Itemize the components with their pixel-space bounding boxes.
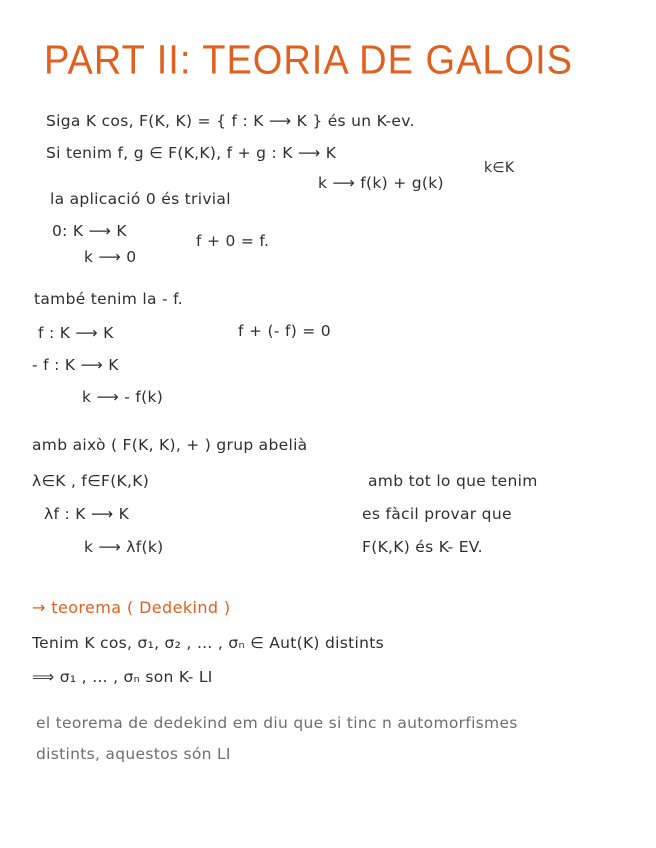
negative-identity: f + (- f) = 0 bbox=[238, 322, 331, 340]
theorem-conclusion: ⟹ σ₁ , … , σₙ son K- LI bbox=[32, 668, 213, 686]
conclusion-line-2: es fàcil provar que bbox=[362, 505, 512, 523]
zero-identity: f + 0 = f. bbox=[196, 232, 270, 250]
conclusion-line-1: amb tot lo que tenim bbox=[368, 472, 538, 490]
page-title: PART II: TEORIA DE GALOIS bbox=[44, 38, 574, 84]
negative-mapping: k ⟶ - f(k) bbox=[82, 388, 164, 406]
theorem-heading: → teorema ( Dedekind ) bbox=[32, 598, 231, 617]
negative-intro-line: també tenim la - f. bbox=[34, 290, 183, 308]
theorem-remark-line-1: el teorema de dedekind em diu que si tinc n automorfismes bbox=[36, 714, 518, 732]
conclusion-line-3: F(K,K) és K- EV. bbox=[362, 538, 483, 556]
definition-line: Siga K cos, F(K, K) = { f : K ⟶ K } és un K-ev. bbox=[46, 112, 415, 130]
theorem-statement: Tenim K cos, σ₁, σ₂ , … , σₙ ∈ Aut(K) distints bbox=[32, 634, 384, 652]
negative-map-line: - f : K ⟶ K bbox=[32, 356, 119, 374]
zero-map-line: la aplicació 0 és trivial bbox=[50, 190, 231, 208]
sum-mapping-line: k ⟶ f(k) + g(k) bbox=[318, 174, 444, 192]
f-map-line: f : K ⟶ K bbox=[38, 324, 114, 342]
abelian-group-line: amb això ( F(K, K), + ) grup abelià bbox=[32, 436, 308, 454]
zero-mapping: k ⟶ 0 bbox=[84, 248, 137, 266]
sum-definition-line: Si tenim f, g ∈ F(K,K), f + g : K ⟶ K bbox=[46, 144, 337, 162]
theorem-remark-line-2: distints, aquestos són LI bbox=[36, 745, 231, 763]
zero-map-definition: 0: K ⟶ K bbox=[52, 222, 127, 240]
scalar-mapping: k ⟶ λf(k) bbox=[84, 538, 164, 556]
scalar-line: λ∈K , f∈F(K,K) bbox=[32, 472, 150, 490]
sum-domain-note: k∈K bbox=[484, 160, 515, 176]
scalar-map-line: λf : K ⟶ K bbox=[44, 505, 130, 523]
